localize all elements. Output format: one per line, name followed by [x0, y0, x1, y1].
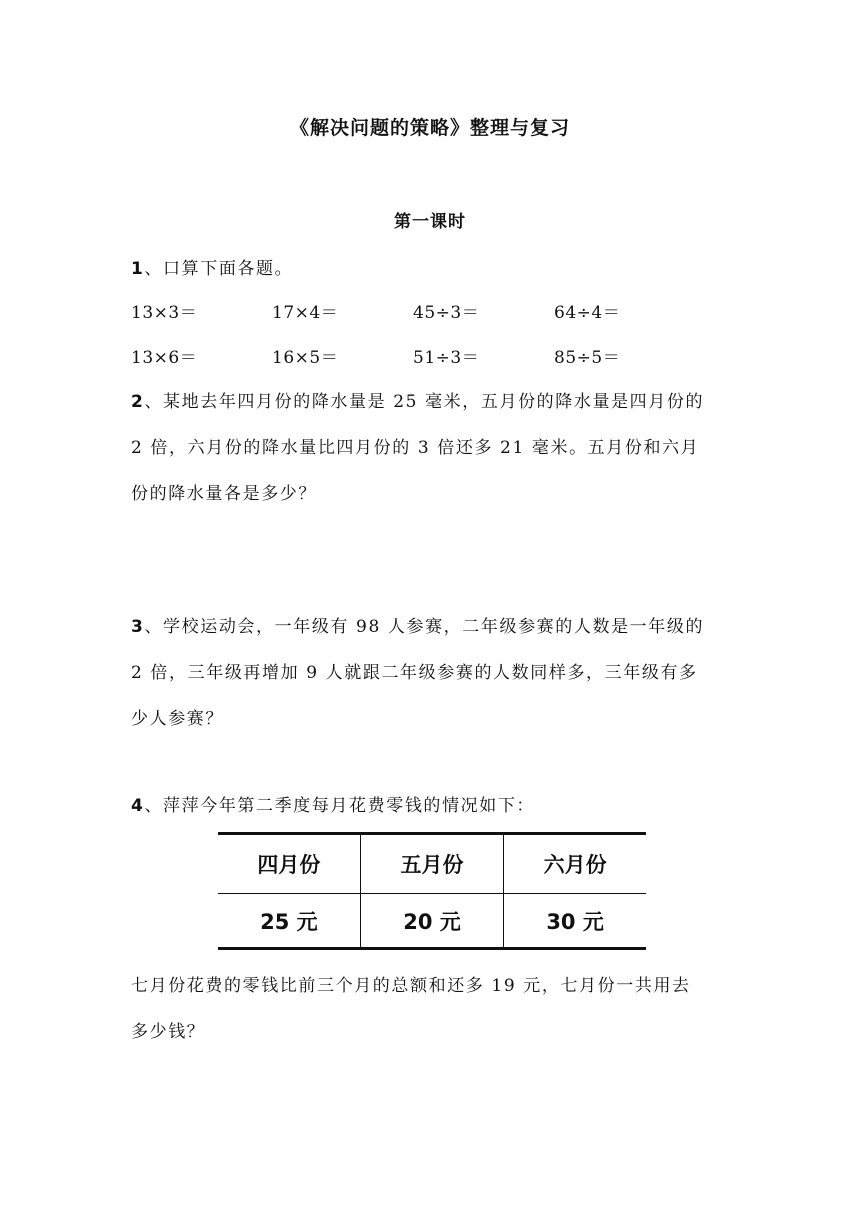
arithmetic-item: 17×4＝ — [272, 303, 339, 323]
table-row — [218, 894, 646, 949]
spending-table — [218, 832, 646, 950]
question-text: 、萍萍今年第二季度每月花费零钱的情况如下： — [144, 796, 536, 816]
table-cell: 25 元 — [260, 909, 318, 934]
table-header-row — [218, 834, 646, 894]
question-number: 2 — [131, 392, 145, 412]
question-3-line: 2 倍，三年级再增加 9 人就跟二年级参赛的人数同样多，三年级有多 — [131, 663, 698, 683]
table-cell: 30 元 — [504, 894, 646, 949]
question-3-line — [131, 612, 704, 637]
table-header-cell: 四月份 — [218, 834, 360, 894]
arithmetic-item: 45÷3＝ — [413, 303, 480, 323]
question-2-line: 2 倍，六月份的降水量比四月份的 3 倍还多 21 毫米。五月份和六月 — [131, 438, 700, 458]
question-3-line: 少人参赛？ — [131, 709, 224, 729]
question-4-line: 多少钱？ — [131, 1022, 206, 1042]
question-text: 、某地去年四月份的降水量是 25 毫米，五月份的降水量是四月份的 — [144, 392, 705, 412]
question-number: 4 — [131, 796, 145, 816]
arithmetic-item: 13×3＝ — [131, 303, 198, 323]
question-1-heading — [131, 254, 293, 279]
arithmetic-item: 13×6＝ — [131, 348, 198, 368]
question-text: 、口算下面各题。 — [144, 259, 294, 279]
question-text: 、学校运动会，一年级有 98 人参赛，二年级参赛的人数是一年级的 — [144, 617, 705, 637]
question-number: 3 — [131, 617, 145, 637]
question-4-line — [131, 791, 535, 816]
table-header-cell: 六月份 — [504, 834, 646, 894]
page-title: 《解决问题的策略》整理与复习 — [289, 117, 570, 139]
arithmetic-item: 16×5＝ — [272, 348, 339, 368]
arithmetic-item: 64÷4＝ — [554, 303, 621, 323]
question-4-line: 七月份花费的零钱比前三个月的总额和还多 19 元，七月份一共用去 — [131, 976, 691, 996]
question-2-line — [131, 387, 704, 412]
question-number: 1 — [131, 259, 145, 279]
lesson-subtitle: 第一课时 — [394, 212, 466, 232]
question-2-line: 份的降水量各是多少？ — [131, 484, 317, 504]
arithmetic-item: 85÷5＝ — [554, 348, 621, 368]
table-cell: 20 元 — [360, 894, 503, 949]
table-header-cell: 五月份 — [360, 834, 503, 894]
arithmetic-item: 51÷3＝ — [413, 348, 480, 368]
